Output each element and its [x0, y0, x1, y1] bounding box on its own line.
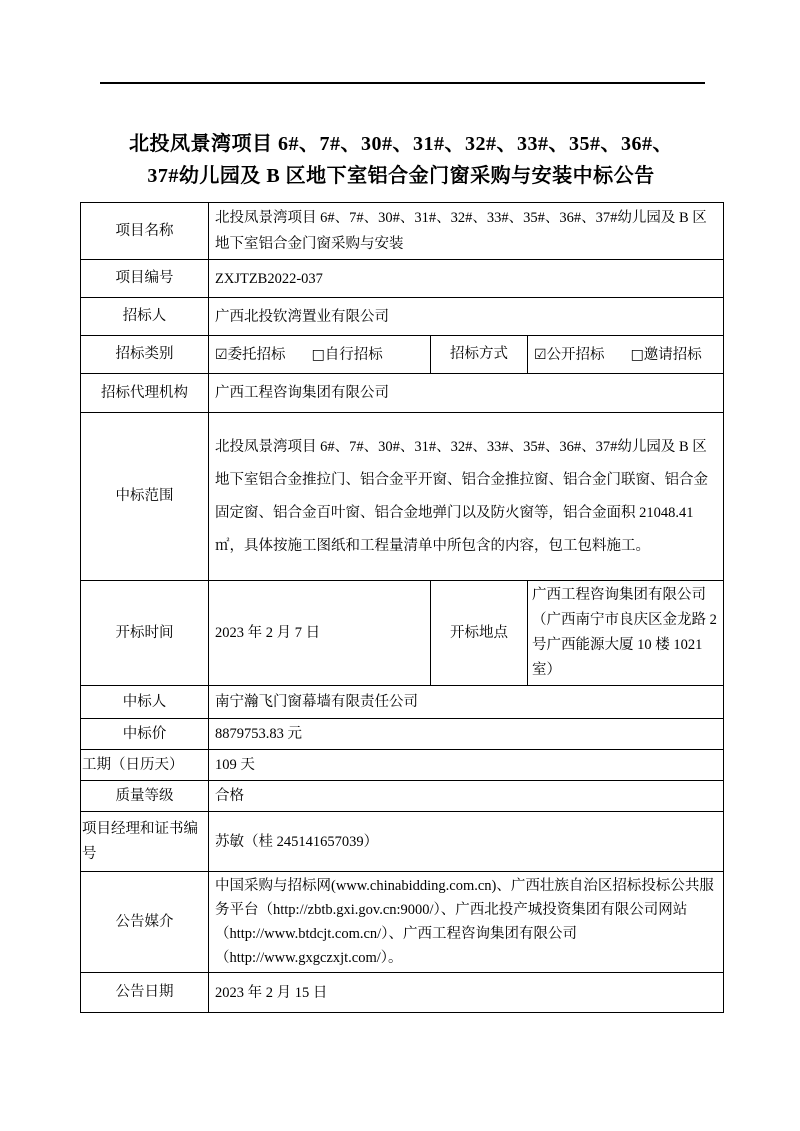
- winner-label: 中标人: [81, 686, 209, 719]
- checkbox-checked-icon: ☑: [534, 346, 547, 363]
- bid-category-options: [209, 336, 431, 374]
- bid-method-checked-text: 公开招标: [546, 346, 605, 363]
- quality-grade-label: 质量等级: [81, 781, 209, 812]
- winning-price-label: 中标价: [81, 719, 209, 750]
- winning-price-value: 8879753.83 元: [209, 719, 724, 750]
- project-manager-value: 苏敏（桂 245141657039）: [209, 812, 724, 872]
- bid-category-checked-text: 委托招标: [227, 346, 286, 363]
- bid-opening-time-value: 2023 年 2 月 7 日: [209, 581, 431, 686]
- page-title-line-1: 北投凤景湾项目 6#、7#、30#、31#、32#、33#、35#、36#、: [129, 133, 673, 155]
- bid-category-label: 招标类别: [81, 336, 209, 374]
- row-project-name: [81, 203, 724, 260]
- announcement-date-value: 2023 年 2 月 15 日: [209, 973, 724, 1013]
- row-bid-category-method: [81, 336, 724, 374]
- checkbox-unchecked-icon: □: [311, 346, 325, 363]
- bid-method-unchecked-text: 邀请招标: [643, 346, 702, 363]
- announcement-table: [80, 202, 724, 1013]
- announcement-date-label: 公告日期: [81, 973, 209, 1013]
- bid-category-option-unchecked: [312, 347, 383, 363]
- bid-category-unchecked-text: 自行招标: [324, 346, 383, 363]
- project-number-value: ZXJTZB2022-037: [209, 260, 724, 298]
- bid-opening-time-label: 开标时间: [81, 581, 209, 686]
- checkbox-unchecked-icon: □: [630, 346, 644, 363]
- checkbox-checked-icon: ☑: [215, 346, 228, 363]
- page-header-rule: [100, 82, 705, 84]
- row-duration: [81, 750, 724, 781]
- project-manager-label: 项目经理和证书编号: [81, 812, 209, 872]
- row-quality-grade: [81, 781, 724, 812]
- bid-opening-place-label: 开标地点: [431, 581, 528, 686]
- quality-grade-value: 合格: [209, 781, 724, 812]
- bid-category-option-checked: [215, 347, 286, 363]
- bid-opening-place-value: 广西工程咨询集团有限公司（广西南宁市良庆区金龙路 2 号广西能源大厦 10 楼 1021 室）: [528, 581, 724, 686]
- announcement-media-label: 公告媒介: [81, 872, 209, 973]
- award-scope-label: 中标范围: [81, 413, 209, 581]
- page-title: [78, 128, 724, 192]
- agency-value: 广西工程咨询集团有限公司: [209, 374, 724, 413]
- duration-label: 工期（日历天）: [81, 750, 209, 781]
- row-agency: [81, 374, 724, 413]
- award-scope-value: 北投凤景湾项目 6#、7#、30#、31#、32#、33#、35#、36#、37#幼儿园及 B 区地下室铝合金推拉门、铝合金平开窗、铝合金推拉窗、铝合金门联窗、铝合金固定窗、铝合金百叶窗、铝合金地弹门以及防火窗等，铝合金面积 21048.41 ㎡，具体按施工图纸和工程量清单中所包含的内容，包工包料施工。: [209, 413, 724, 581]
- row-winning-price: [81, 719, 724, 750]
- project-name-label: 项目名称: [81, 203, 209, 260]
- agency-label: 招标代理机构: [81, 374, 209, 413]
- row-bid-opening: [81, 581, 724, 686]
- winner-value: 南宁瀚飞门窗幕墙有限责任公司: [209, 686, 724, 719]
- page-title-line-2: 37#幼儿园及 B 区地下室铝合金门窗采购与安装中标公告: [147, 165, 655, 187]
- row-award-scope: [81, 413, 724, 581]
- row-project-manager: [81, 812, 724, 872]
- bid-method-options: [528, 336, 724, 374]
- tenderer-label: 招标人: [81, 298, 209, 336]
- row-tenderer: [81, 298, 724, 336]
- tenderer-value: 广西北投钦湾置业有限公司: [209, 298, 724, 336]
- bid-method-option-unchecked: [631, 347, 702, 363]
- row-winner: [81, 686, 724, 719]
- announcement-media-value: 中国采购与招标网(www.chinabidding.com.cn)、广西壮族自治区招标投标公共服务平台（http://zbtb.gxi.gov.cn:9000/）、广西北投产城投资集团有限公司网站（http://www.btdcjt.com.cn/）、广西工程咨询集团有限公司（http://www.gxgczxjt.com/）。: [209, 872, 724, 973]
- project-name-value: 北投凤景湾项目 6#、7#、30#、31#、32#、33#、35#、36#、37#幼儿园及 B 区地下室铝合金门窗采购与安装: [209, 203, 724, 260]
- row-project-number: [81, 260, 724, 298]
- duration-value: 109 天: [209, 750, 724, 781]
- row-announcement-media: [81, 872, 724, 973]
- row-announcement-date: [81, 973, 724, 1013]
- bid-method-option-checked: [534, 347, 605, 363]
- project-number-label: 项目编号: [81, 260, 209, 298]
- bid-method-label: 招标方式: [431, 336, 528, 374]
